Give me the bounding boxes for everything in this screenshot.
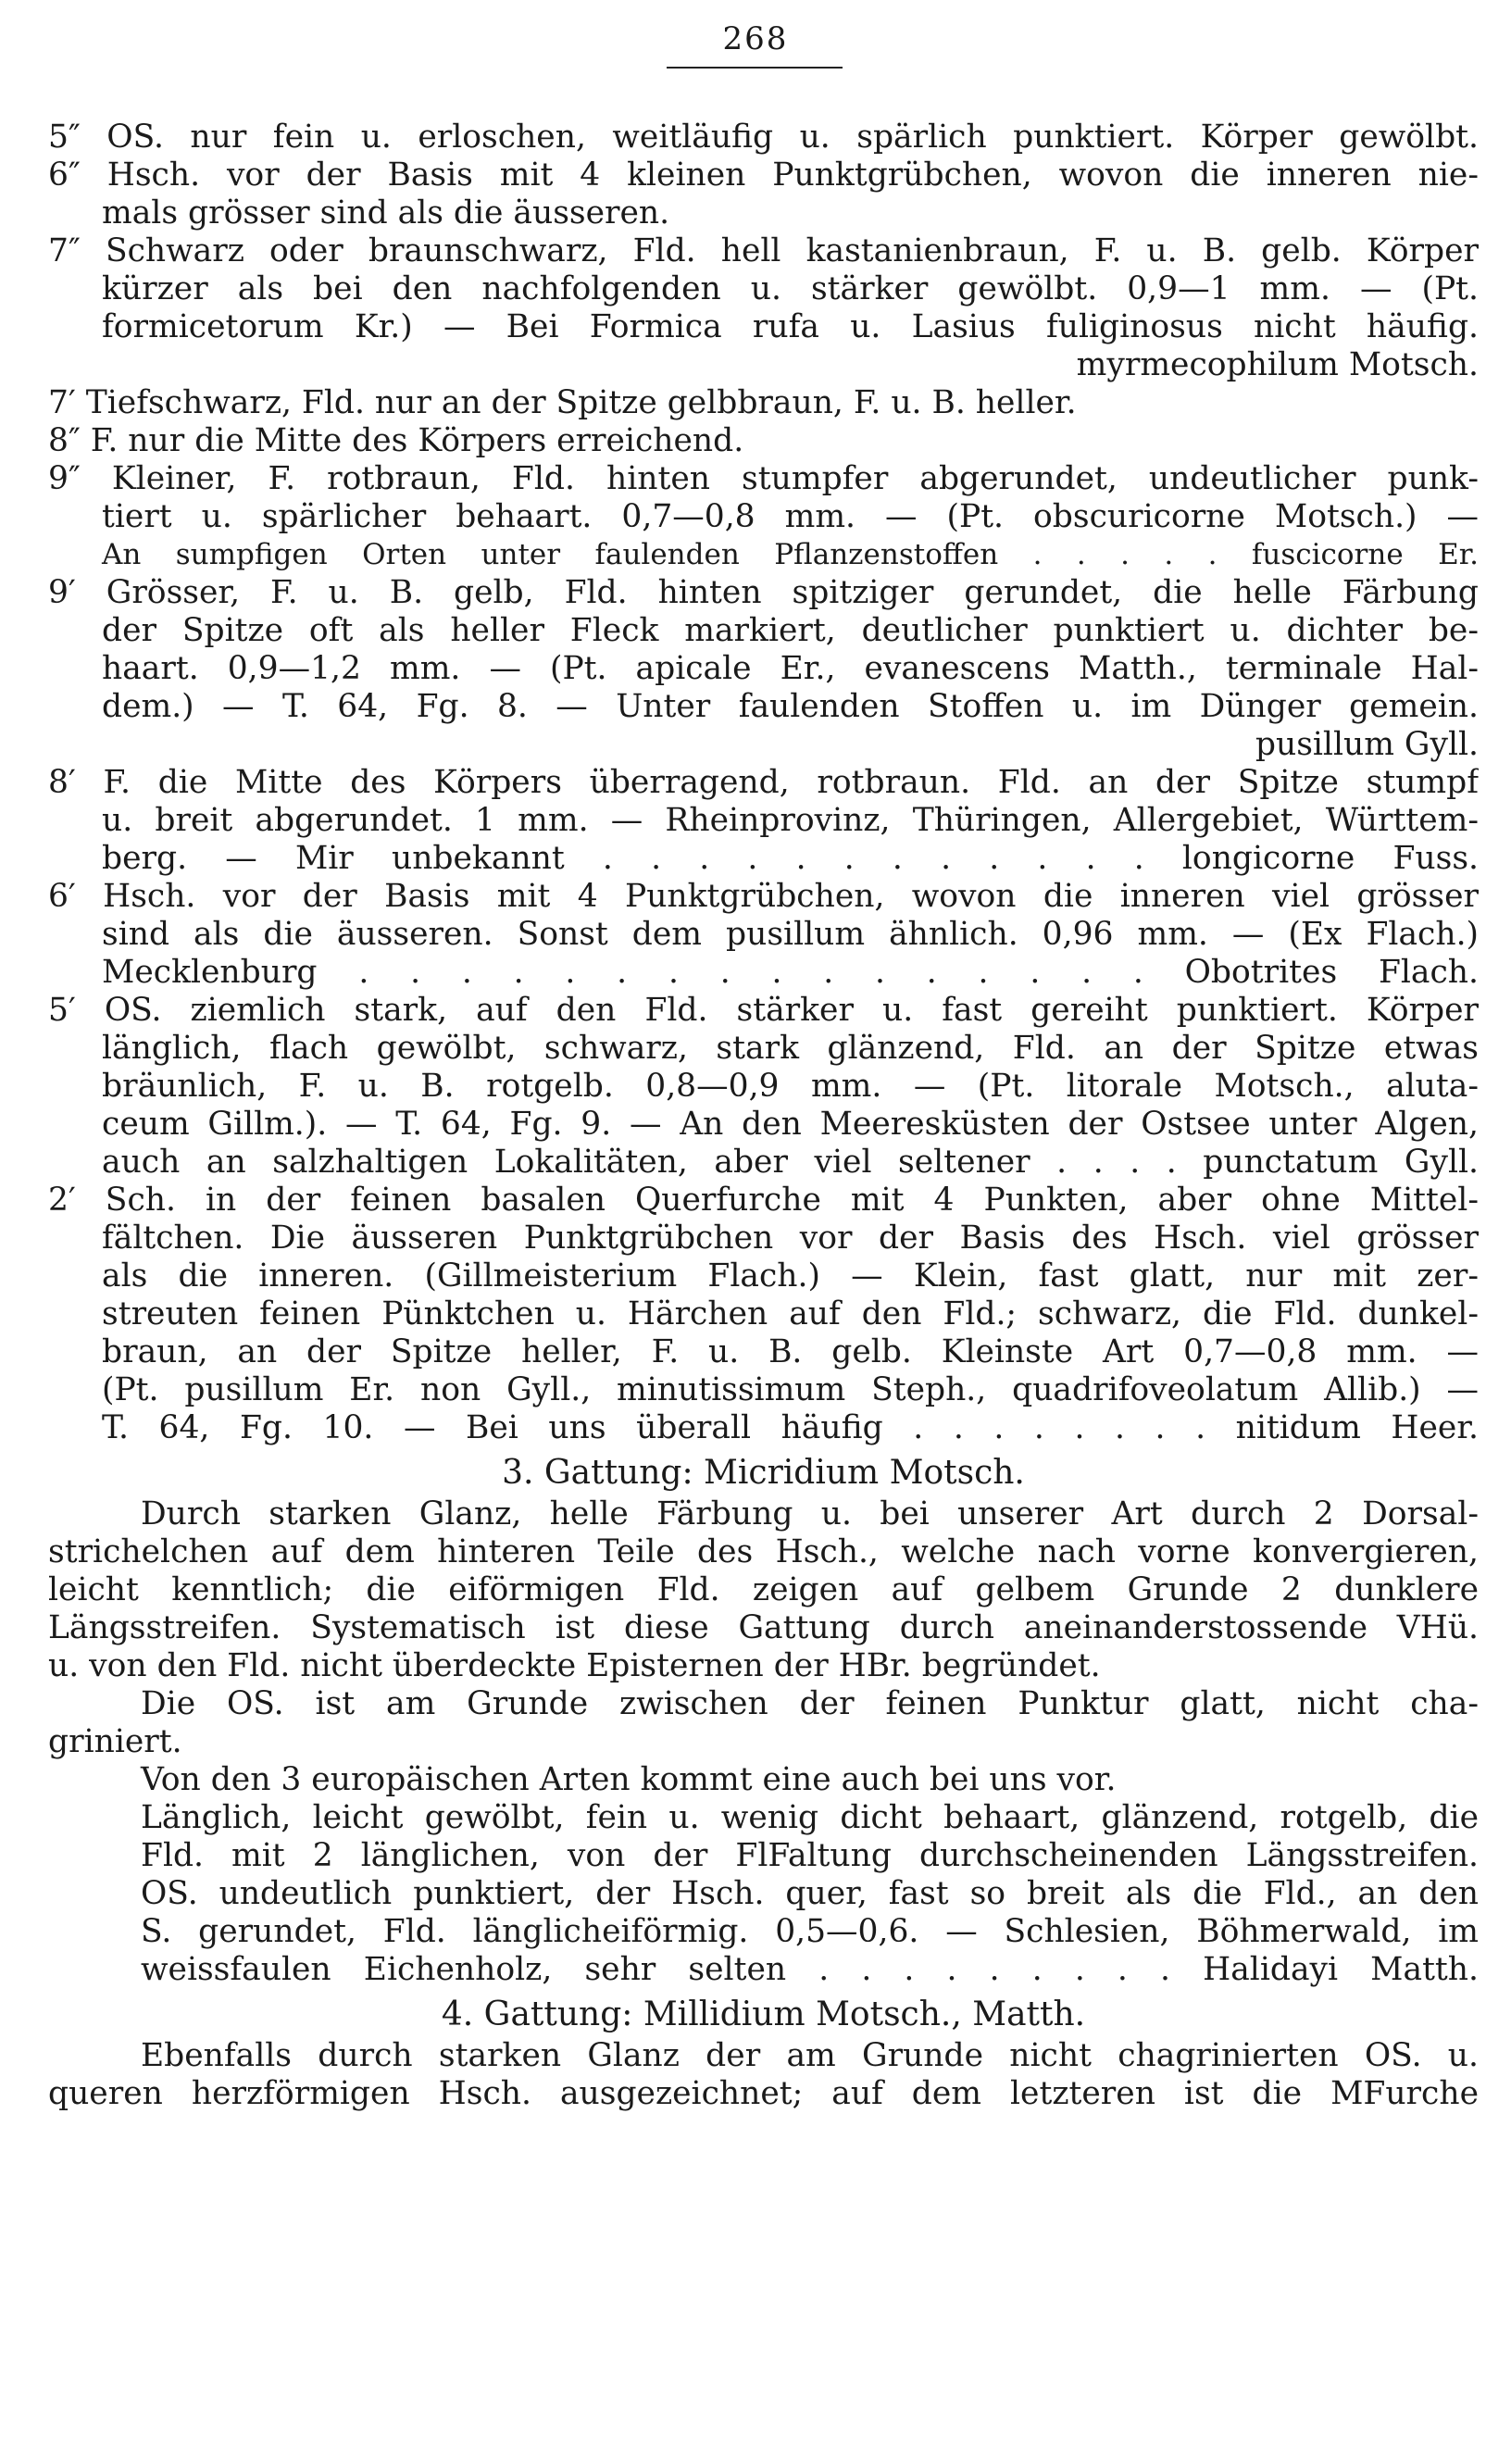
text-line: griniert. (48, 1723, 182, 1760)
text-line: ceum Gillm.). — T. 64, Fg. 9. — An den Meeresküsten der Ostsee unter Algen, (102, 1106, 1479, 1143)
text-line: haart. 0,9—1,2 mm. — (Pt. apicale Er., evanescens Matth., terminale Hal- (102, 650, 1479, 687)
text-line: 6′ Hsch. vor der Basis mit 4 Punktgrübchen, wovon die inneren viel grösser (48, 878, 1479, 915)
page-number: 268 (722, 20, 789, 57)
text-line: 8′ F. die Mitte des Körpers überragend, rotbraun. Fld. an der Spitze stumpf (48, 764, 1479, 801)
text-line: Von den 3 europäischen Arten kommt eine auch bei uns vor. (141, 1761, 1117, 1798)
page-text (48, 119, 1479, 2113)
text-line: 7′ Tiefschwarz, Fld. nur an der Spitze gelbbraun, F. u. B. heller. (48, 384, 1077, 421)
text-line: Die OS. ist am Grunde zwischen der feinen Punktur glatt, nicht cha- (141, 1685, 1479, 1722)
text-line: (Pt. pusillum Er. non Gyll., minutissimum Steph., quadrifoveolatum Allib.) — (102, 1371, 1479, 1408)
text-line: bräunlich, F. u. B. rotgelb. 0,8—0,9 mm. — (Pt. litorale Motsch., aluta- (102, 1068, 1479, 1105)
text-line: weissfaulen Eichenholz, sehr selten . . . . . . . . . Halidayi Matth. (141, 1951, 1479, 1988)
text-line: kürzer als bei den nachfolgenden u. stärker gewölbt. 0,9—1 mm. — (Pt. (102, 270, 1479, 307)
text-line: T. 64, Fg. 10. — Bei uns überall häufig . . . . . . . . nitidum Heer. (102, 1409, 1479, 1446)
text-line: streuten feinen Pünktchen u. Härchen auf den Fld.; schwarz, die Fld. dunkel- (102, 1295, 1479, 1332)
species-name-line: myrmecophilum Motsch. (1076, 346, 1479, 383)
text-line: An sumpfigen Orten unter faulenden Pflanzenstoffen . . . . . fuscicorne Er. (102, 538, 1479, 571)
text-line: 2′ Sch. in der feinen basalen Querfurche mit 4 Punkten, aber ohne Mittel- (48, 1182, 1479, 1219)
text-line: Fld. mit 2 länglichen, von der FlFaltung durchscheinenden Längsstreifen. (141, 1837, 1479, 1874)
text-line: S. gerundet, Fld. länglicheiförmig. 0,5—0,6. — Schlesien, Böhmerwald, im (141, 1913, 1479, 1950)
text-line: queren herzförmigen Hsch. ausgezeichnet; auf dem letzteren ist die MFurche (48, 2075, 1479, 2112)
text-line: sind als die äusseren. Sonst dem pusillum ähnlich. 0,96 mm. — (Ex Flach.) (102, 916, 1479, 953)
section-heading: 3. Gattung: Micridium Motsch. (502, 1454, 1025, 1492)
text-line: 8″ F. nur die Mitte des Körpers erreichend. (48, 422, 744, 459)
text-line: 6″ Hsch. vor der Basis mit 4 kleinen Punktgrübchen, wovon die inneren nie- (48, 156, 1479, 194)
text-line: fältchen. Die äusseren Punktgrübchen vor der Basis des Hsch. viel grösser (102, 1219, 1479, 1257)
header-rule (667, 67, 843, 69)
text-line: als die inneren. (Gillmeisterium Flach.) — Klein, fast glatt, nur mit zer- (102, 1257, 1479, 1295)
text-line: Längsstreifen. Systematisch ist diese Gattung durch aneinanderstossende VHü. (48, 1609, 1479, 1646)
text-line: dem.) — T. 64, Fg. 8. — Unter faulenden Stoffen u. im Dünger gemein. (102, 688, 1479, 725)
text-line: tiert u. spärlicher behaart. 0,7—0,8 mm. — (Pt. obscuricorne Motsch.) — (102, 498, 1479, 535)
text-line: leicht kenntlich; die eiförmigen Fld. zeigen auf gelbem Grunde 2 dunklere (48, 1571, 1479, 1608)
text-line: länglich, flach gewölbt, schwarz, stark glänzend, Fld. an der Spitze etwas (102, 1030, 1479, 1067)
section-heading: 4. Gattung: Millidium Motsch., Matth. (441, 1995, 1086, 2033)
text-line: Länglich, leicht gewölbt, fein u. wenig dicht behaart, glänzend, rotgelb, die (141, 1799, 1479, 1836)
species-name-line: pusillum Gyll. (1255, 726, 1479, 763)
text-line: OS. undeutlich punktiert, der Hsch. quer, fast so breit als die Fld., an den (141, 1875, 1479, 1912)
text-line: Durch starken Glanz, helle Färbung u. bei unserer Art durch 2 Dorsal- (141, 1495, 1479, 1532)
text-line: u. von den Fld. nicht überdeckte Episternen der HBr. begründet. (48, 1647, 1101, 1684)
text-line: 5″ OS. nur fein u. erloschen, weitläufig u. spärlich punktiert. Körper gewölbt. (48, 119, 1479, 156)
text-line: Mecklenburg . . . . . . . . . . . . . . . . Obotrites Flach. (102, 954, 1479, 991)
text-line: formicetorum Kr.) — Bei Formica rufa u. Lasius fuliginosus nicht häufig. (102, 308, 1479, 345)
text-line: mals grösser sind als die äusseren. (102, 194, 670, 231)
text-line: strichelchen auf dem hinteren Teile des Hsch., welche nach vorne konvergieren, (48, 1533, 1479, 1570)
text-line: 5′ OS. ziemlich stark, auf den Fld. stärker u. fast gereiht punktiert. Körper (48, 992, 1479, 1029)
text-line: auch an salzhaltigen Lokalitäten, aber viel seltener . . . . punctatum Gyll. (102, 1144, 1479, 1181)
text-line: braun, an der Spitze heller, F. u. B. gelb. Kleinste Art 0,7—0,8 mm. — (102, 1333, 1479, 1370)
text-line: der Spitze oft als heller Fleck markiert, deutlicher punktiert u. dichter be- (102, 612, 1479, 649)
text-line: 7″ Schwarz oder braunschwarz, Fld. hell kastanienbraun, F. u. B. gelb. Körper (48, 232, 1479, 269)
text-line: Ebenfalls durch starken Glanz der am Grunde nicht chagrinierten OS. u. (141, 2037, 1479, 2074)
text-line: u. breit abgerundet. 1 mm. — Rheinprovinz, Thüringen, Allergebiet, Württem- (102, 802, 1479, 839)
text-line: 9″ Kleiner, F. rotbraun, Fld. hinten stumpfer abgerundet, undeutlicher punk- (48, 460, 1479, 497)
text-line: 9′ Grösser, F. u. B. gelb, Fld. hinten spitziger gerundet, die helle Färbung (48, 574, 1479, 611)
text-line: berg. — Mir unbekannt . . . . . . . . . . . . longicorne Fuss. (102, 840, 1479, 877)
